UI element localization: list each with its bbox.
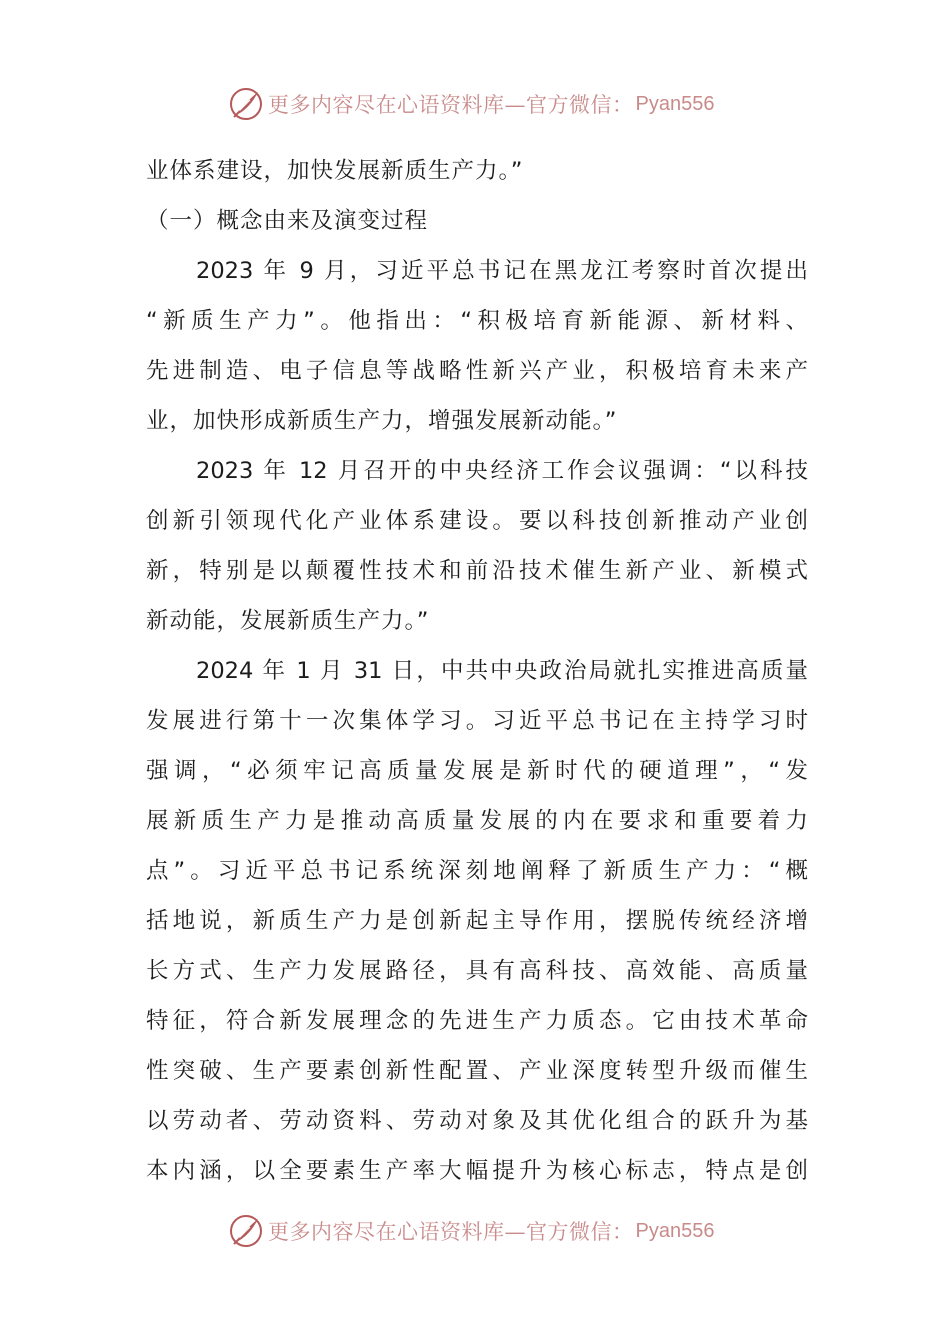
text-line: 新动能，发展新质生产力。”: [146, 608, 430, 634]
text-line: 以劳动者、劳动资料、劳动对象及其优化组合的跃升为基: [146, 1108, 808, 1134]
text-line: 强调，“必须牢记高质量发展是新时代的硬道理”，“发: [146, 758, 808, 784]
watermark-text: 更多内容尽在心语资料库—官方微信：: [268, 93, 634, 117]
text-line: 发展进行第十一次集体学习。习近平总书记在主持学习时: [146, 708, 808, 734]
text-line: 2024 年 1 月 31 日，中共中央政治局就扎实推进高质量: [196, 658, 808, 684]
section-heading: （一）概念由来及演变过程: [146, 208, 429, 234]
document-body: [146, 146, 808, 1196]
watermark-footer: [228, 1211, 714, 1251]
text-line: 业，加快形成新质生产力，增强发展新动能。”: [146, 408, 618, 434]
text-line: 创新引领现代化产业体系建设。要以科技创新推动产业创: [146, 508, 808, 534]
text-line: 性突破、生产要素创新性配置、产业深度转型升级而催生: [146, 1058, 808, 1084]
text-line: 先进制造、电子信息等战略性新兴产业，积极培育未来产: [146, 358, 808, 384]
text-line: 展新质生产力是推动高质量发展的内在要求和重要着力: [146, 808, 808, 834]
text-line: 长方式、生产力发展路径，具有高科技、高效能、高质量: [146, 958, 808, 984]
text-line: 括地说，新质生产力是创新起主导作用，摆脱传统经济增: [146, 908, 808, 934]
text-line: 2023 年 12 月召开的中央经济工作会议强调：“以科技: [196, 458, 808, 484]
text-line: 业体系建设，加快发展新质生产力。”: [146, 158, 524, 184]
quill-logo-icon: [228, 86, 264, 122]
watermark-contact: Pyan556: [635, 92, 715, 115]
text-line: 特征，符合新发展理念的先进生产力质态。它由技术革命: [146, 1008, 808, 1034]
text-line: 新，特别是以颠覆性技术和前沿技术催生新产业、新模式: [146, 558, 808, 584]
watermark-header: [228, 84, 714, 124]
text-line: 2023 年 9 月，习近平总书记在黑龙江考察时首次提出: [196, 258, 808, 284]
quill-logo-icon: [228, 1213, 264, 1249]
text-line: “新质生产力”。他指出：“积极培育新能源、新材料、: [146, 308, 808, 334]
text-line: 本内涵，以全要素生产率大幅提升为核心标志，特点是创: [146, 1158, 808, 1184]
watermark-contact: Pyan556: [635, 1219, 715, 1242]
watermark-text: 更多内容尽在心语资料库—官方微信：: [268, 1220, 634, 1244]
text-line: 点”。习近平总书记系统深刻地阐释了新质生产力：“概: [146, 858, 808, 884]
